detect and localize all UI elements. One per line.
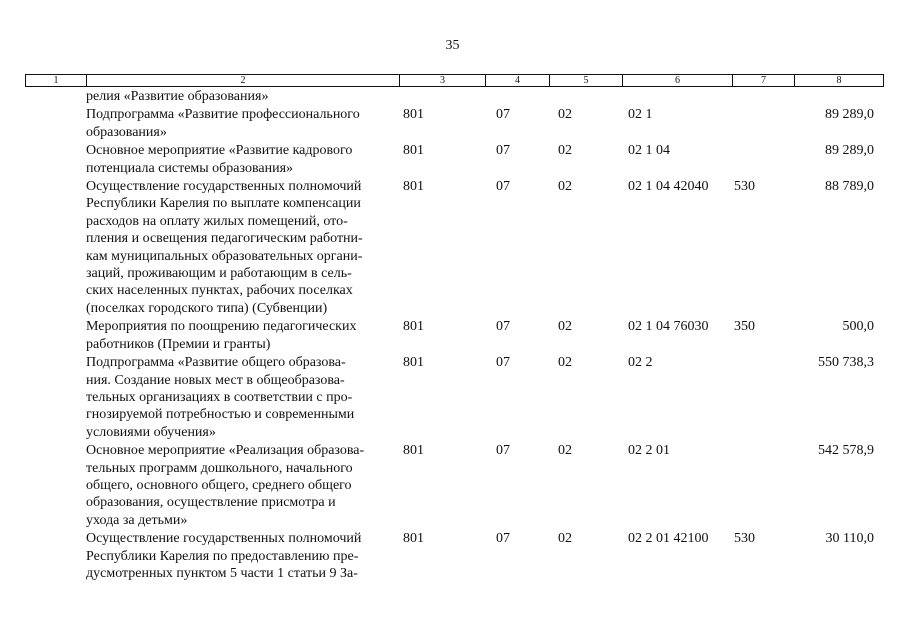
- row-description: Осуществление государственных полномочий Республики Карелия по выплате компенсации расходов на оплату жилых помещений, ото- пления и освещения педагогическим работни- кам муниципальных образовательных органи- заций, проживающим и работающим в сель- ских населенных пунктах, рабочих поселках (поселках городского типа) (Субвенции): [86, 179, 363, 316]
- row-vedomstvo: 801: [403, 179, 424, 195]
- row-expense-type: 530: [734, 179, 755, 195]
- row-amount: 500,0: [842, 319, 874, 335]
- row-razdel: 07: [496, 107, 510, 123]
- row-podrazdel: 02: [558, 443, 572, 459]
- row-expense-type: [734, 88, 790, 105]
- table-row: [25, 106, 880, 141]
- row-target-code: 02 1 04: [628, 143, 670, 159]
- table-body: [25, 88, 880, 583]
- table-row: [25, 442, 880, 529]
- header-col-5: 5: [550, 75, 623, 86]
- table-row: [25, 354, 880, 441]
- row-target-code: [624, 88, 734, 105]
- row-razdel: 07: [496, 143, 510, 159]
- row-expense-type: [734, 354, 790, 441]
- row-amount: 30 110,0: [825, 531, 874, 547]
- table-row: [25, 530, 880, 582]
- row-podrazdel: 02: [558, 107, 572, 123]
- header-col-1: 1: [26, 75, 87, 86]
- table-header: [25, 74, 884, 87]
- row-description: Основное мероприятие «Развитие кадрового потенциала системы образования»: [86, 143, 353, 176]
- row-amount: [790, 88, 878, 105]
- row-amount: 89 289,0: [825, 107, 874, 123]
- row-description: Мероприятия по поощрению педагогических работников (Премии и гранты): [86, 319, 357, 352]
- row-target-code: 02 2 01 42100: [628, 531, 709, 547]
- table-row: [25, 88, 880, 105]
- row-target-code: 02 1: [628, 107, 653, 123]
- row-vedomstvo: [401, 88, 487, 105]
- row-amount: 550 738,3: [818, 355, 874, 371]
- page-number: 35: [445, 38, 460, 53]
- row-vedomstvo: 801: [403, 531, 424, 547]
- row-vedomstvo: 801: [403, 443, 424, 459]
- row-expense-type: [734, 106, 790, 141]
- row-expense-type: [734, 442, 790, 529]
- table-row: [25, 142, 880, 177]
- row-description: релия «Развитие образования»: [86, 89, 269, 104]
- header-col-2: 2: [87, 75, 400, 86]
- row-vedomstvo: 801: [403, 319, 424, 335]
- row-target-code: 02 1 04 76030: [628, 319, 709, 335]
- row-razdel: 07: [496, 531, 510, 547]
- row-amount: 89 289,0: [825, 143, 874, 159]
- row-target-code: 02 2 01: [628, 443, 670, 459]
- row-razdel: 07: [496, 443, 510, 459]
- header-col-8: 8: [836, 75, 842, 86]
- row-description: Подпрограмма «Развитие общего образова- ния. Создание новых мест в общеобразова- тельных организациях в соответствии с про- гнозируемой потребностью и современными условиями обучения»: [86, 355, 355, 440]
- row-target-code: 02 2: [628, 355, 653, 371]
- row-amount: 88 789,0: [825, 179, 874, 195]
- row-razdel: 07: [496, 355, 510, 371]
- row-podrazdel: 02: [558, 531, 572, 547]
- row-razdel: 07: [496, 179, 510, 195]
- row-expense-type: 350: [734, 319, 755, 335]
- row-podrazdel: [551, 88, 624, 105]
- row-description: Подпрограмма «Развитие профессионального образования»: [86, 107, 360, 140]
- row-description: Осуществление государственных полномочий Республики Карелия по предоставлению пре- дусмотренных пунктом 5 части 1 статьи 9 За-: [86, 531, 362, 581]
- header-col-3: 3: [400, 75, 486, 86]
- row-razdel: 07: [496, 319, 510, 335]
- header-col-4: 4: [486, 75, 550, 86]
- row-amount: 542 578,9: [818, 443, 874, 459]
- row-vedomstvo: 801: [403, 355, 424, 371]
- row-podrazdel: 02: [558, 319, 572, 335]
- row-vedomstvo: 801: [403, 107, 424, 123]
- row-podrazdel: 02: [558, 355, 572, 371]
- table-row: [25, 318, 880, 353]
- row-podrazdel: 02: [558, 179, 572, 195]
- header-col-7: 7: [733, 75, 795, 86]
- row-expense-type: [734, 142, 790, 177]
- header-col-6: 6: [623, 75, 733, 86]
- row-target-code: 02 1 04 42040: [628, 179, 709, 195]
- row-description: Основное мероприятие «Реализация образова- тельных программ дошкольного, начального общего, основного общего, среднего общего образования, осуществление присмотра и ухода за детьми»: [86, 443, 365, 528]
- row-razdel: [487, 88, 551, 105]
- table-row: [25, 178, 880, 317]
- row-vedomstvo: 801: [403, 143, 424, 159]
- row-podrazdel: 02: [558, 143, 572, 159]
- row-expense-type: 530: [734, 531, 755, 547]
